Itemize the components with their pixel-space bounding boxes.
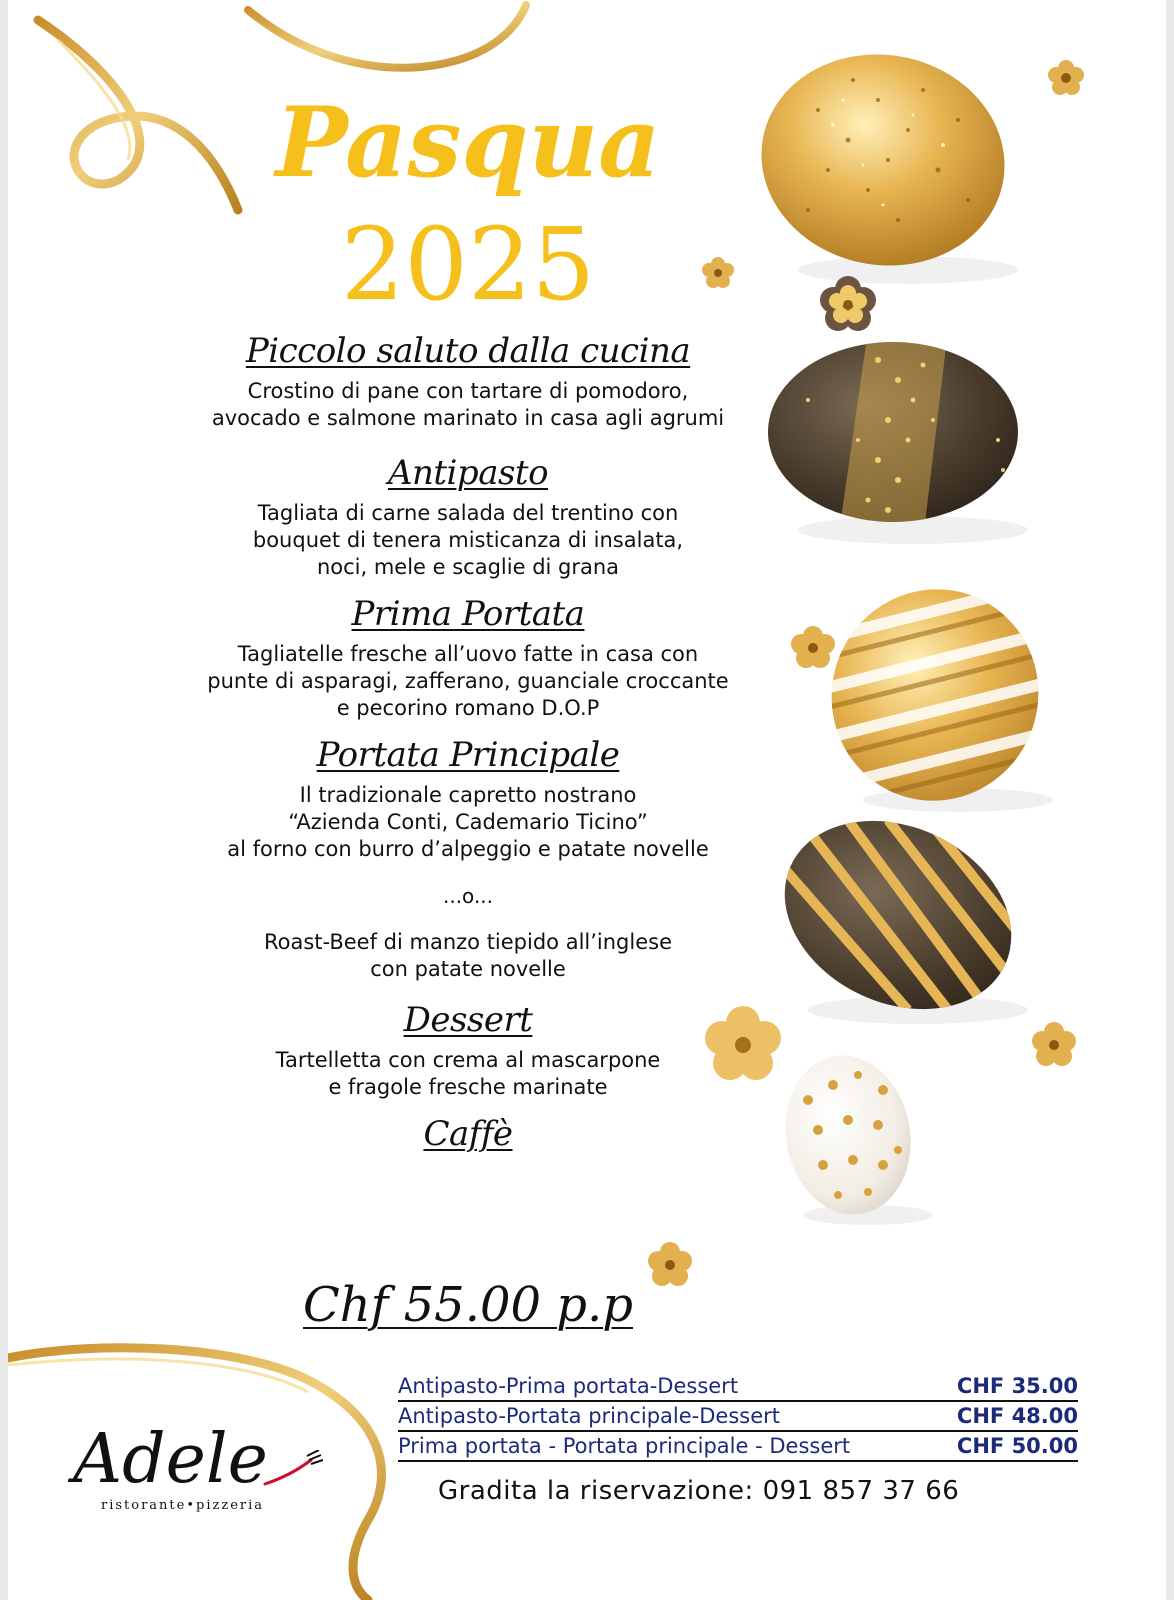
course-title: Caffè (423, 1114, 513, 1154)
course-description (158, 1047, 778, 1101)
restaurant-logo (63, 1420, 323, 1520)
ribbon-top-left (38, 20, 238, 210)
course-line: con patate novelle (370, 957, 566, 981)
page-year: 2025 (340, 206, 596, 323)
menu-page (8, 0, 1166, 1600)
option-row (398, 1372, 1078, 1402)
course-section (158, 328, 778, 432)
logo-name: Adele (73, 1420, 268, 1499)
course-section (158, 591, 778, 722)
course-line: noci, mele e scaglie di grana (316, 555, 620, 579)
course-line: e fragole fresche marinate (328, 1075, 608, 1099)
reservation-label: Gradita la riservazione: (438, 1476, 754, 1506)
course-section (158, 997, 778, 1101)
option-row (398, 1432, 1078, 1462)
course-description (158, 378, 778, 432)
course-alternative (158, 929, 778, 983)
glitter-gold-egg (745, 35, 1022, 284)
course-line: Tagliatelle fresche all’uovo fatte in casa con (237, 642, 699, 666)
menu-courses (158, 328, 778, 1157)
course-line: “Azienda Conti, Cademario Ticino” (288, 810, 648, 834)
course-title: Antipasto (387, 453, 549, 493)
course-line: avocado e salmone marinato in casa agli agrumi (211, 406, 725, 430)
page-title: Pasqua (275, 86, 661, 199)
option-price: CHF 35.00 (956, 1374, 1078, 1398)
gold-striped-egg (818, 580, 1058, 840)
course-separator: ...o... (442, 884, 494, 908)
course-line: Tartelletta con crema al mascarpone (275, 1048, 661, 1072)
fork-icon (263, 1450, 323, 1490)
course-line: Roast-Beef di manzo tiepido all’inglese (263, 930, 672, 954)
logo-subtitle: ristorante•pizzeria (101, 1498, 265, 1513)
course-section (158, 1111, 778, 1157)
course-title: Portata Principale (316, 735, 620, 775)
reservation-note (438, 1474, 959, 1508)
course-line: Tagliata di carne salada del trentino con (257, 501, 679, 525)
white-gold-dotted-egg (773, 1045, 923, 1224)
course-title: Piccolo saluto dalla cucina (245, 331, 691, 371)
course-line: Il tradizionale capretto nostrano (299, 783, 637, 807)
option-label: Antipasto-Portata principale-Dessert (398, 1404, 780, 1428)
course-line: bouquet di tenera misticanza di insalata, (252, 528, 684, 552)
course-section (158, 450, 778, 581)
course-line: Crostino di pane con tartare di pomodoro, (247, 379, 689, 403)
course-description (158, 641, 778, 722)
course-line: al forno con burro d’alpeggio e patate novelle (227, 837, 709, 861)
course-line: e pecorino romano D.O.P (336, 696, 600, 720)
course-description (158, 782, 778, 863)
course-section (158, 732, 778, 983)
option-price: CHF 48.00 (956, 1404, 1078, 1428)
course-title: Prima Portata (351, 594, 585, 634)
dark-glitter-band-egg (768, 330, 1018, 540)
course-title: Dessert (403, 1000, 533, 1040)
course-line: punte di asparagi, zafferano, guanciale croccante (207, 669, 729, 693)
menu-options (398, 1372, 1078, 1462)
reservation-phone: 091 857 37 66 (762, 1476, 960, 1506)
course-description (158, 500, 778, 581)
option-label: Antipasto-Prima portata-Dessert (398, 1374, 739, 1398)
dark-gold-striped-egg (768, 820, 1048, 1020)
option-price: CHF 50.00 (956, 1434, 1078, 1458)
option-label: Prima portata - Portata principale - Dessert (398, 1434, 851, 1458)
option-row (398, 1402, 1078, 1432)
menu-price: Chf 55.00 p.p (302, 1277, 634, 1333)
